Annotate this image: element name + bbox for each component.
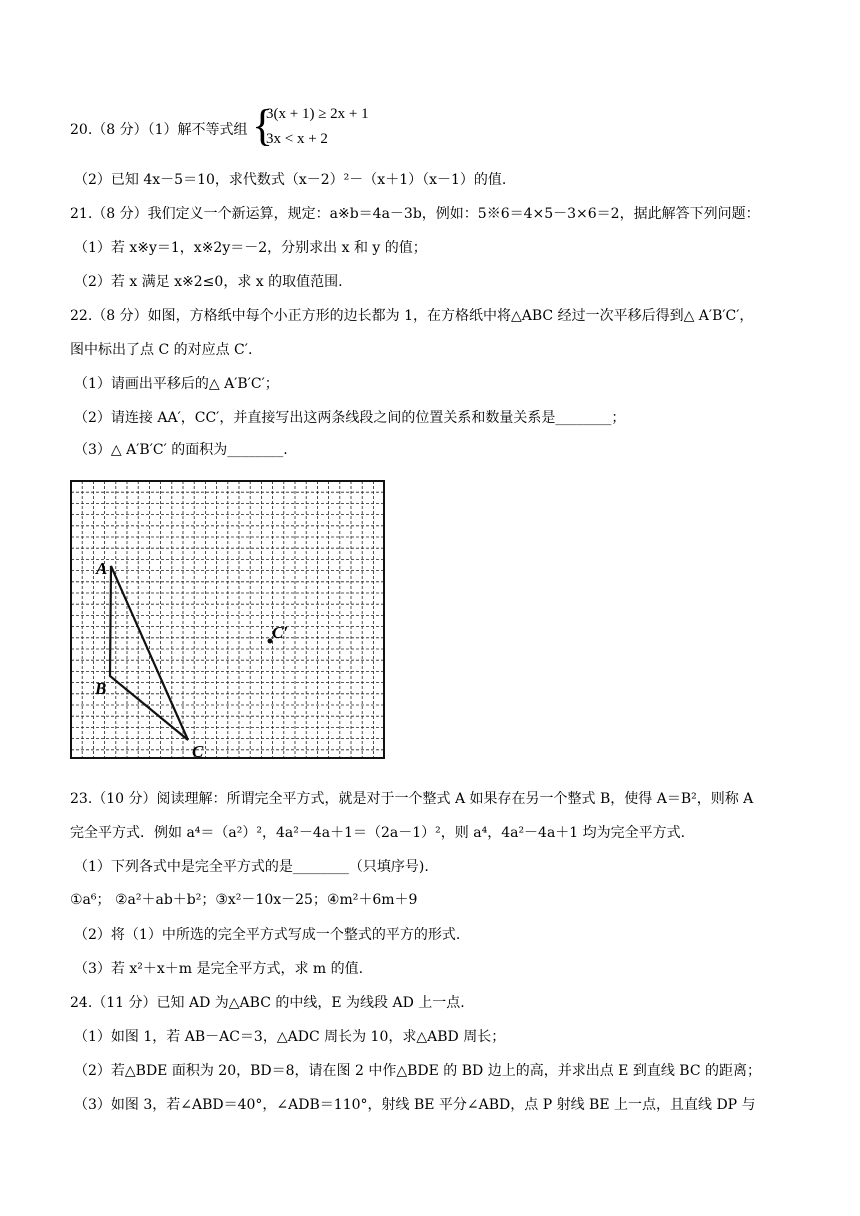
inequality-2: 3x < x + 2 [266, 131, 328, 147]
label-a: A [96, 559, 108, 578]
q23-part2: （2）将（1）中所选的完全平方式写成一个整式的平方的形式. [74, 927, 461, 943]
q24-part1: （1）如图 1，若 AB－AC＝3，△ADC 周长为 10，求△ABD 周长； [74, 1029, 506, 1045]
q22-line1: 22.（8 分）如图，方格纸中每个小正方形的边长都为 1，在方格纸中将△ABC 经过一次平移后得到△ A′B′C′， [70, 308, 754, 324]
q22-line2: 图中标出了点 C 的对应点 C′. [70, 342, 253, 358]
q20-part2: （2）已知 4x－5＝10，求代数式（x－2）²－（x＋1）（x－1）的值. [74, 172, 507, 188]
q23-line1: 23.（10 分）阅读理解：所谓完全平方式，就是对于一个整式 A 如果存在另一个整式 B，使得 A＝B²，则称 A [70, 791, 754, 807]
q24-part2: （2）若△BDE 面积为 20，BD＝8，请在图 2 中作△BDE 的 BD 边上的高，并求出点 E 到直线 BC 的距离； [74, 1063, 761, 1079]
inequality-1: 3(x + 1) ≥ 2x + 1 [266, 106, 369, 122]
q22-part3: （3）△ A′B′C′ 的面积为________. [74, 442, 288, 458]
system-brace: { [252, 101, 274, 150]
q23-line2: 完全平方式．例如 a⁴＝（a²）²，4a²－4a＋1＝（2a－1）²，则 a⁴，4a²－4a＋1 均为完全平方式. [70, 825, 686, 841]
q21-part2: （2）若 x 满足 x※2≤0，求 x 的取值范围. [74, 274, 343, 290]
q21-line1: 21.（8 分）我们定义一个新运算，规定：a※b＝4a－3b，例如：5※6＝4×5－3×6＝2，据此解答下列问题： [70, 206, 760, 222]
q21-part1: （1）若 x※y＝1，x※2y＝－2，分别求出 x 和 y 的值； [74, 240, 427, 256]
q24-line1: 24.（11 分）已知 AD 为△ABC 的中线，E 为线段 AD 上一点. [70, 995, 465, 1011]
label-c: C [192, 742, 204, 761]
grid-lines [71, 481, 384, 758]
q22-part2: （2）请连接 AA′，CC′，并直接写出这两条线段之间的位置关系和数量关系是________； [74, 410, 626, 426]
q22-part1: （1）请画出平移后的△ A′B′C′； [74, 376, 279, 392]
q24-part3: （3）如图 3，若∠ABD＝40°，∠ADB＝110°，射线 BE 平分∠ABD，点 P 射线 BE 上一点，且直线 DP 与 [74, 1097, 756, 1113]
grid-figure [68, 478, 388, 768]
q23-part3: （3）若 x²＋x＋m 是完全平方式，求 m 的值. [74, 961, 364, 977]
q23-part1: （1）下列各式中是完全平方式的是________（只填序号). [74, 859, 429, 875]
q20-line1: 20.（8 分）（1）解不等式组 [70, 122, 248, 138]
q23-options: ①a⁶； ②a²＋ab＋b²；③x²－10x－25；④m²＋6m＋9 [70, 892, 418, 908]
label-b: B [95, 679, 107, 698]
label-c-prime: C′ [272, 623, 289, 642]
